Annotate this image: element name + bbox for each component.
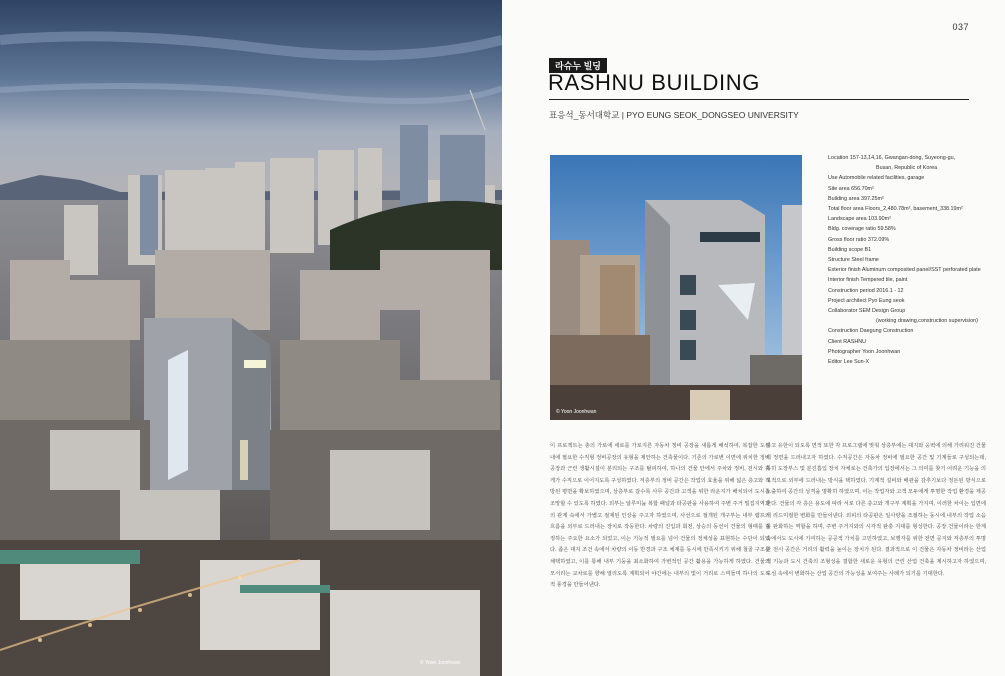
credit-line: Site area 656.70m² bbox=[828, 185, 874, 192]
credit-line: Building scope B1 bbox=[828, 246, 872, 253]
large-photo-credit: © Yoon Joonhwan bbox=[420, 660, 461, 666]
credit-line: Structure Steel frame bbox=[828, 257, 879, 264]
building-photo bbox=[550, 155, 802, 420]
page-number: 037 bbox=[952, 22, 969, 32]
credit-line: Client RASHNU bbox=[828, 338, 867, 345]
credit-line: Total floor area Floors_2,480.78m², basement_338.19m² bbox=[828, 206, 963, 213]
credit-line: Construction Daegung Construction bbox=[828, 328, 914, 335]
credit-line: Use Automobile related facilities, garage bbox=[828, 175, 925, 182]
credit-line: Gross floor ratio 372.09% bbox=[828, 236, 890, 243]
credit-line: Project architect Pyo Eung seok bbox=[828, 297, 905, 304]
credit-line: Photographer Yoon Joonhwan bbox=[828, 348, 901, 355]
credit-line: Interior finish Tempered tile, paint bbox=[828, 277, 908, 284]
credit-line: Construction period 2016.1 - 12 bbox=[828, 287, 904, 294]
cityscape-photo bbox=[0, 0, 502, 676]
credit-line: Building area 397.25m² bbox=[828, 195, 884, 202]
article-page bbox=[502, 0, 1005, 676]
author-line: 표응석_동서대학교 | PYO EUNG SEOK_DONGSEO UNIVERSITY bbox=[549, 110, 799, 120]
credit-line: Bldg. coverage ratio 59.58% bbox=[828, 226, 896, 233]
small-photo-credit: © Yoon Joonhwan bbox=[556, 409, 597, 415]
korean-title-tag: 라슈누 빌딩 bbox=[549, 58, 607, 73]
credit-line: Editor Lee Sun-X bbox=[828, 359, 870, 366]
project-credits bbox=[828, 153, 998, 367]
page-title: RASHNU BUILDING bbox=[548, 70, 760, 95]
title-divider bbox=[549, 99, 969, 100]
credit-line: Location 157-13,14,16, Gwangan-dong, Suyeong-gu, bbox=[828, 155, 956, 161]
credit-line: Landscape area 103.90m² bbox=[828, 216, 891, 223]
body-column-1: 이 프로젝트는 총의 가로에 세로를 가로지른 자동차 정비 공장을 새롭게 해석하여, 복잡한 도심 내에 필요한 수직형 정비공장의 유형을 제안하는 건축물이다. 기존의 가로변 이면에 위치한 정비 공장과 근린 생활시설이 분리되는 구조를 탈피하여, 하나의 건물 안에서 주차와 정비, 전시와 휴게가 수직으로 이어지도록 구성하였다. 저층부의 정비 공간은 작업의 효율을 위해 넓은 층고와 개방된 평면을 확보하였으며, 상층부로 갈수록 사무 공간과 고객을 위한 라운지가 배치되어 도시를 조망할 수 있도록 하였다. 외부는 알루미늄 복합 패널과 타공판을 사용하여 주변 주거 밀집지역과의 관계 속에서 가볍고 절제된 인상을 주고자 하였으며, 사선으로 절개된 개구부는 내부 램프의 흐름을 외부로 드러내는 장치로 작동한다. 차량의 진입과 회전, 상승의 동선이 건물의 형태를 결정하는 주요한 요소가 되었고, 이는 기능적 필요를 넘어 건물의 정체성을 표현하는 수단이 되었다. 좁은 대지 조건 속에서 차량의 이동 반경과 구조 체계를 동시에 만족시키기 위해 철골 구조를 채택하였고, 이를 통해 내부 기둥을 최소화하여 가변적인 공간 활용을 가능하게 하였다. 건물의 모서리는 교차로를 향해 열리도록 계획되어 야간에는 내부의 빛이 거리로 스며들며 하나의 도시적 풍경을 만들어낸다. bbox=[550, 443, 770, 589]
credit-line: Exterior finish Aluminum composited panel/SST perforated plate bbox=[828, 267, 981, 274]
credit-line: (working drawing,construction supervision) bbox=[876, 318, 978, 325]
body-column-2: 하고 유한이 되도록 면적 또한 각 프로그램에 맞춰 상층부에는 대지와 옹벽에 의해 가리워진 건물의 정면을 드러내고자 하였다. 수직공간은 자동차 정비에 필요한 공간 및 기계들로 구성되는데, 특히 도장부스 및 분진흡입 장치 자체로는 건축가의 입장에서는 그 의미를 찾기 어려운 기능을 의도적으로 외부에 드러내는 방식을 택하였다. 기계적 설비와 배관을 감추기보다 정돈된 방식으로 노출하여 공간의 성격을 명확히 하였으며, 이는 작업자와 고객 모두에게 투명한 작업 환경을 제공한다. 건물의 각 층은 용도에 따라 서로 다른 층고와 개구부 계획을 가지며, 이러한 차이는 입면에서 리드미컬한 변화를 만들어낸다. 외피의 타공판은 일사량을 조절하는 동시에 내부의 작업 소음을 완화하는 역할을 하며, 주변 주거지와의 시각적 완충 지대를 형성한다. 공장 건물이라는 한계 속에서도 도시에 기여하는 공공적 가치를 고민하였고, 보행자를 위한 전면 공지와 저층부의 투명한 전시 공간은 거리의 활력을 높이는 장치가 된다. 결과적으로 이 건물은 자동차 정비라는 산업적 기능과 도시 건축의 조형성을 결합한 새로운 유형의 근린 산업 건축을 제시하고자 하였으며, 도심 속에서 변화하는 산업 공간의 가능성을 보여주는 사례가 되기를 기대한다. bbox=[766, 443, 986, 577]
credit-line: Collaborator SEM Design Group bbox=[828, 308, 906, 315]
credit-line: Busan, Republic of Korea bbox=[876, 165, 938, 172]
